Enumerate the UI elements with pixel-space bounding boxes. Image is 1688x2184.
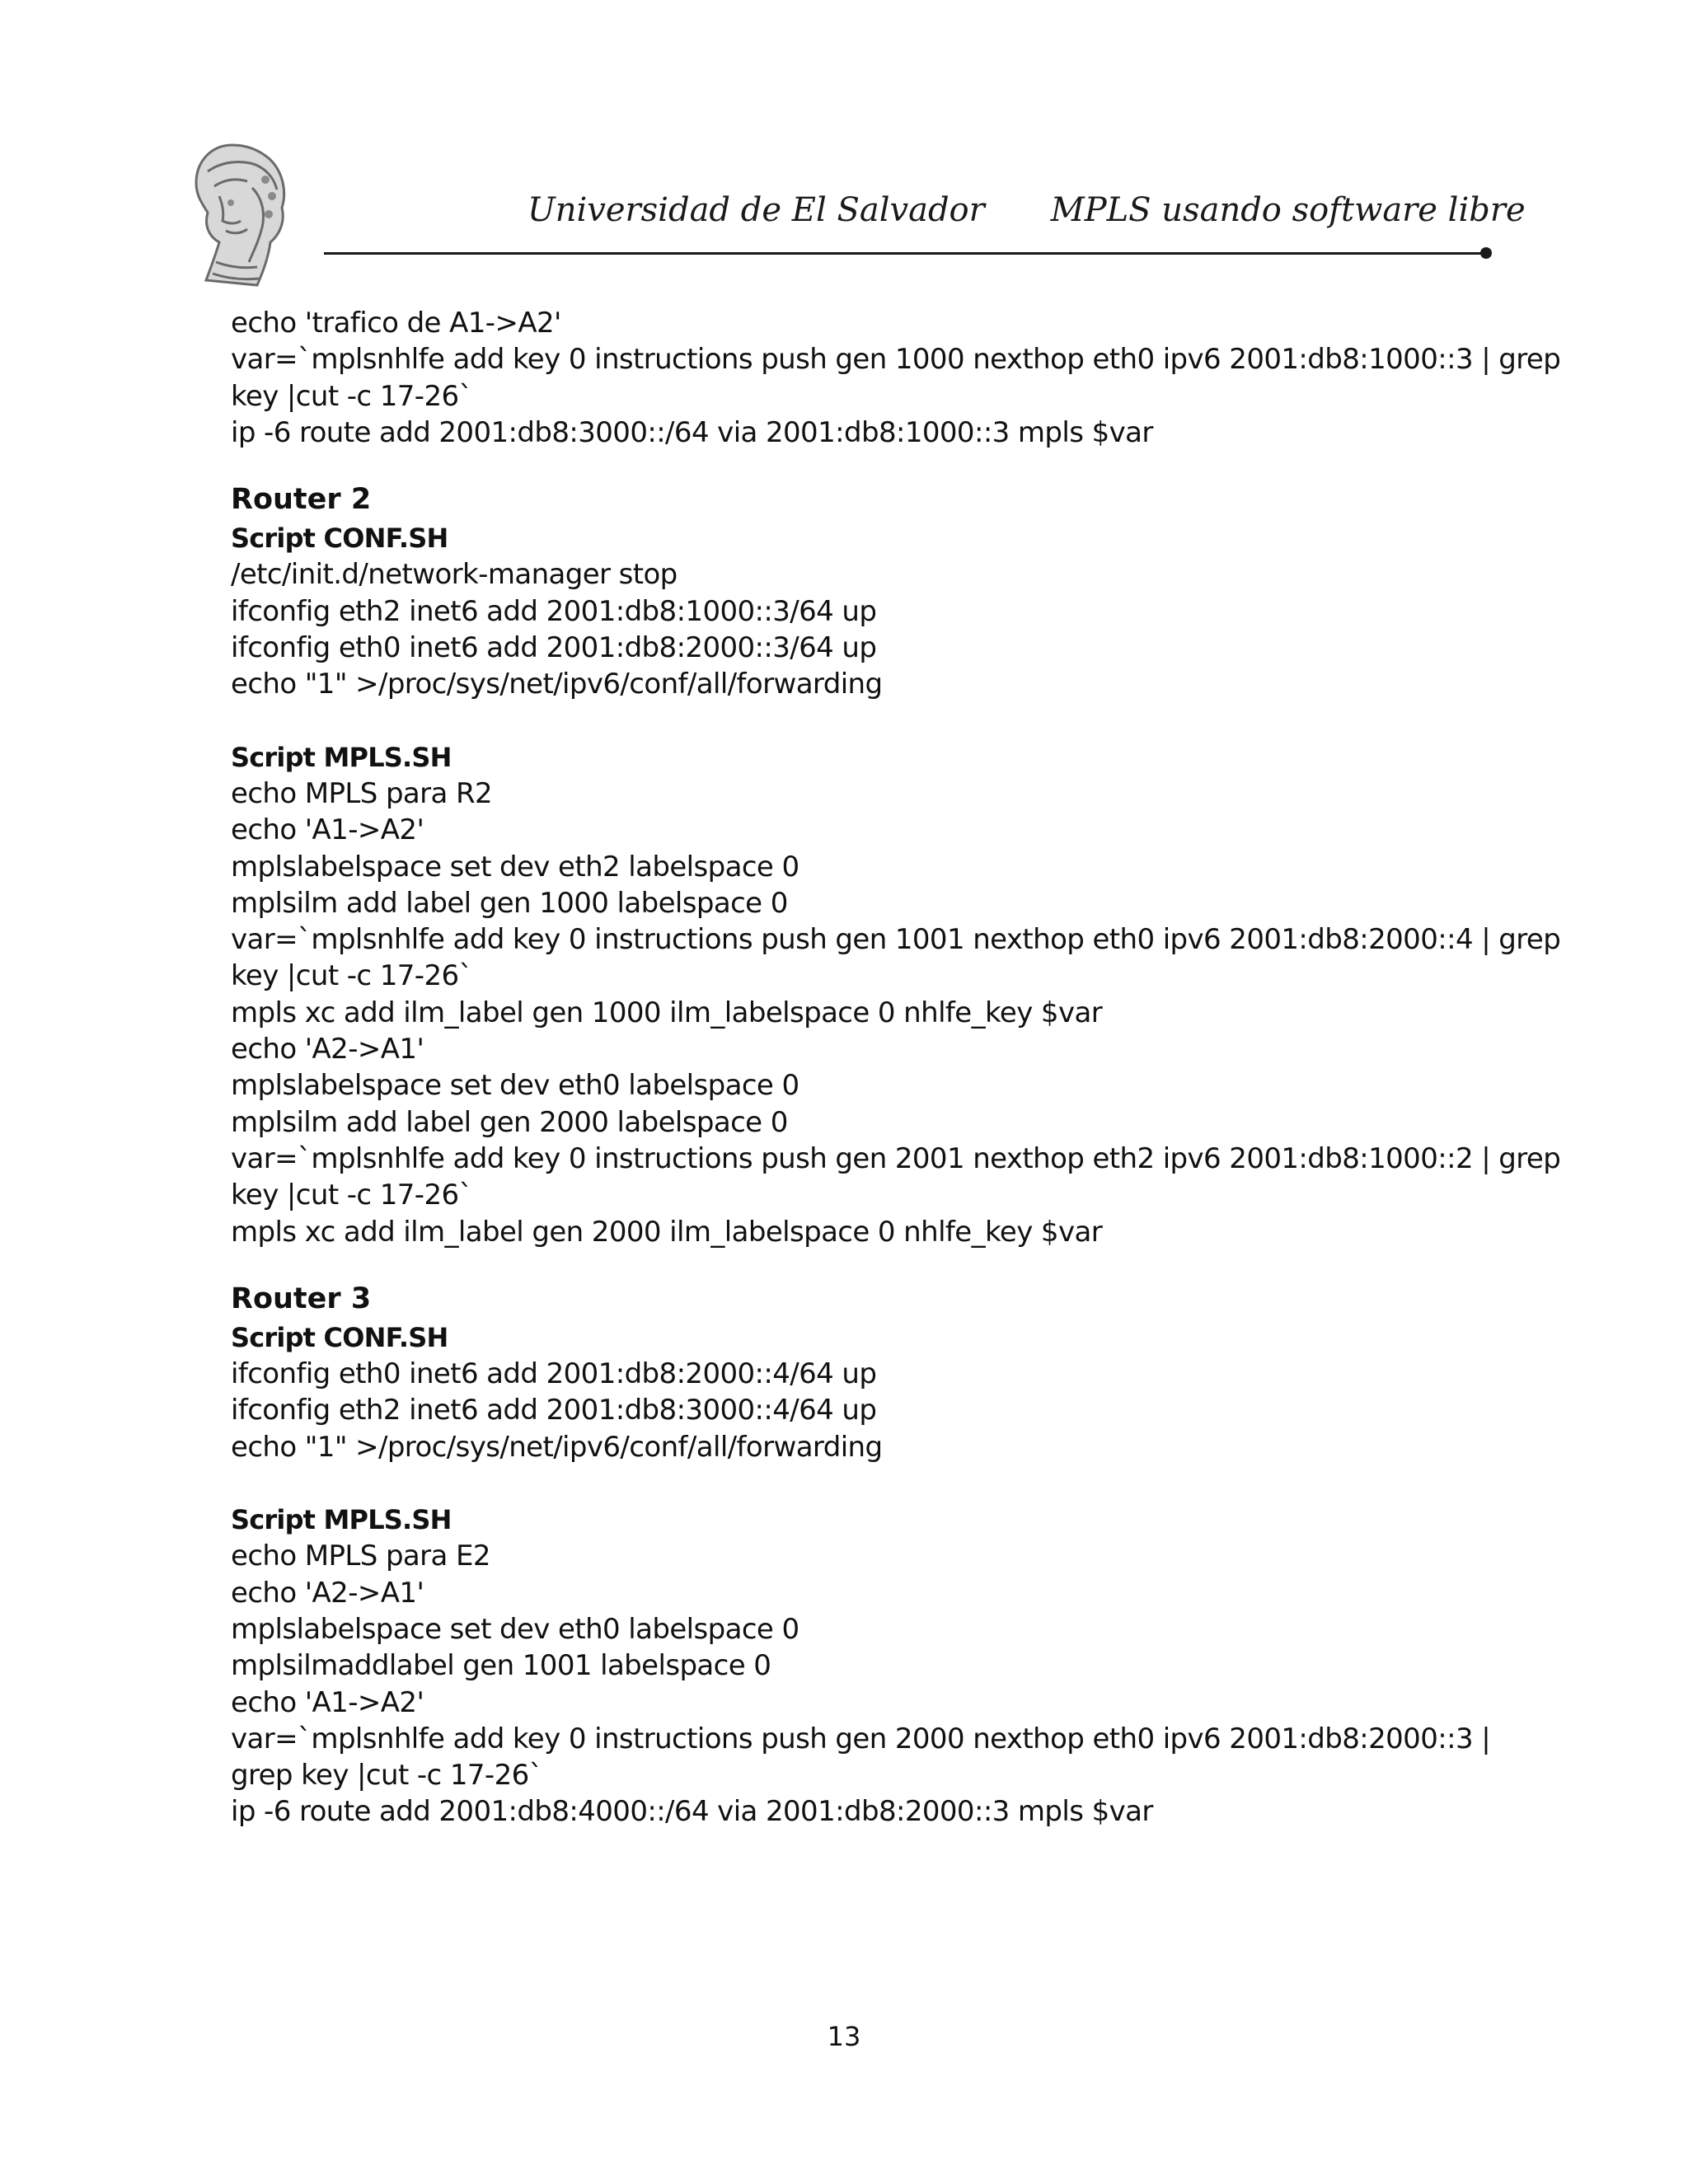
script-line: key |cut -c 17-26` bbox=[231, 959, 472, 993]
script-line: ip -6 route add 2001:db8:4000::/64 via 2001:db8:2000::3 mpls $var bbox=[231, 1795, 1153, 1829]
header-rule-end-dot bbox=[1480, 247, 1492, 259]
router-3-mpls-script bbox=[231, 1538, 1491, 1830]
header-university: Universidad de El Salvador bbox=[528, 191, 985, 229]
script-line: ifconfig eth2 inet6 add 2001:db8:1000::3/64 up bbox=[231, 594, 877, 628]
header-rule bbox=[324, 252, 1485, 255]
script-line: mplsilm add label gen 1000 labelspace 0 bbox=[231, 886, 788, 920]
running-header bbox=[528, 191, 1526, 229]
script-line: ifconfig eth0 inet6 add 2001:db8:2000::4/64 up bbox=[231, 1357, 877, 1391]
script-line: mpls xc add ilm_label gen 1000 ilm_labelspace 0 nhlfe_key $var bbox=[231, 996, 1103, 1029]
script-line: echo MPLS para E2 bbox=[231, 1540, 490, 1573]
header-document-title: MPLS usando software libre bbox=[1050, 191, 1526, 229]
script-line: ip -6 route add 2001:db8:3000::/64 via 2001:db8:1000::3 mpls $var bbox=[231, 415, 1153, 449]
script-line: ifconfig eth0 inet6 add 2001:db8:2000::3/64 up bbox=[231, 631, 877, 665]
intro-script-block bbox=[231, 305, 1561, 451]
script-line: echo 'A1->A2' bbox=[231, 1685, 424, 1719]
university-logo bbox=[183, 138, 292, 292]
script-line: mplslabelspace set dev eth0 labelspace 0 bbox=[231, 1612, 799, 1646]
router-2-mpls-script bbox=[231, 776, 1561, 1250]
script-line: var=`mplsnhlfe add key 0 instructions push gen 2001 nexthop eth2 ipv6 2001:db8:1000::2 | grep bbox=[231, 1141, 1561, 1175]
script-line: grep key |cut -c 17-26` bbox=[231, 1759, 543, 1793]
script-line: key |cut -c 17-26` bbox=[231, 379, 472, 413]
script-line: echo MPLS para R2 bbox=[231, 776, 493, 810]
script-line: echo "1" >/proc/sys/net/ipv6/conf/all/forwarding bbox=[231, 1430, 883, 1464]
script-line: mplslabelspace set dev eth2 labelspace 0 bbox=[231, 850, 799, 883]
router-3-conf-heading: Script CONF.SH bbox=[231, 1321, 448, 1353]
script-line: echo 'A2->A1' bbox=[231, 1576, 424, 1610]
router-3-heading: Router 3 bbox=[231, 1282, 372, 1315]
spacer bbox=[231, 1465, 1467, 1502]
page-content bbox=[231, 305, 1561, 1830]
script-line: echo 'A2->A1' bbox=[231, 1033, 424, 1066]
script-line: mplsilm add label gen 2000 labelspace 0 bbox=[231, 1105, 788, 1139]
script-line: var=`mplsnhlfe add key 0 instructions push gen 2000 nexthop eth0 ipv6 2001:db8:2000::3 | bbox=[231, 1722, 1491, 1755]
router-2-conf-script bbox=[231, 556, 1467, 702]
router-2-conf-heading: Script CONF.SH bbox=[231, 523, 448, 555]
router-3-conf-script bbox=[231, 1356, 1467, 1465]
page-number: 13 bbox=[827, 2021, 861, 2052]
router-2-mpls-heading: Script MPLS.SH bbox=[231, 741, 452, 773]
spacer bbox=[231, 703, 1467, 739]
script-line: var=`mplsnhlfe add key 0 instructions push gen 1001 nexthop eth0 ipv6 2001:db8:2000::4 | grep bbox=[231, 923, 1561, 957]
script-line: var=`mplsnhlfe add key 0 instructions push gen 1000 nexthop eth0 ipv6 2001:db8:1000::3 | grep bbox=[231, 343, 1561, 377]
script-line: mpls xc add ilm_label gen 2000 ilm_labelspace 0 nhlfe_key $var bbox=[231, 1215, 1103, 1249]
script-line: ifconfig eth2 inet6 add 2001:db8:3000::4/64 up bbox=[231, 1394, 877, 1427]
script-line: echo "1" >/proc/sys/net/ipv6/conf/all/forwarding bbox=[231, 668, 883, 701]
script-line: key |cut -c 17-26` bbox=[231, 1179, 472, 1212]
script-line: /etc/init.d/network-manager stop bbox=[231, 558, 678, 592]
script-line: mplslabelspace set dev eth0 labelspace 0 bbox=[231, 1069, 799, 1103]
script-line: mplsilmaddlabel gen 1001 labelspace 0 bbox=[231, 1649, 771, 1683]
router-3-mpls-heading: Script MPLS.SH bbox=[231, 1504, 452, 1536]
router-2-heading: Router 2 bbox=[231, 483, 372, 517]
script-line: echo 'trafico de A1->A2' bbox=[231, 307, 561, 340]
script-line: echo 'A1->A2' bbox=[231, 813, 424, 847]
